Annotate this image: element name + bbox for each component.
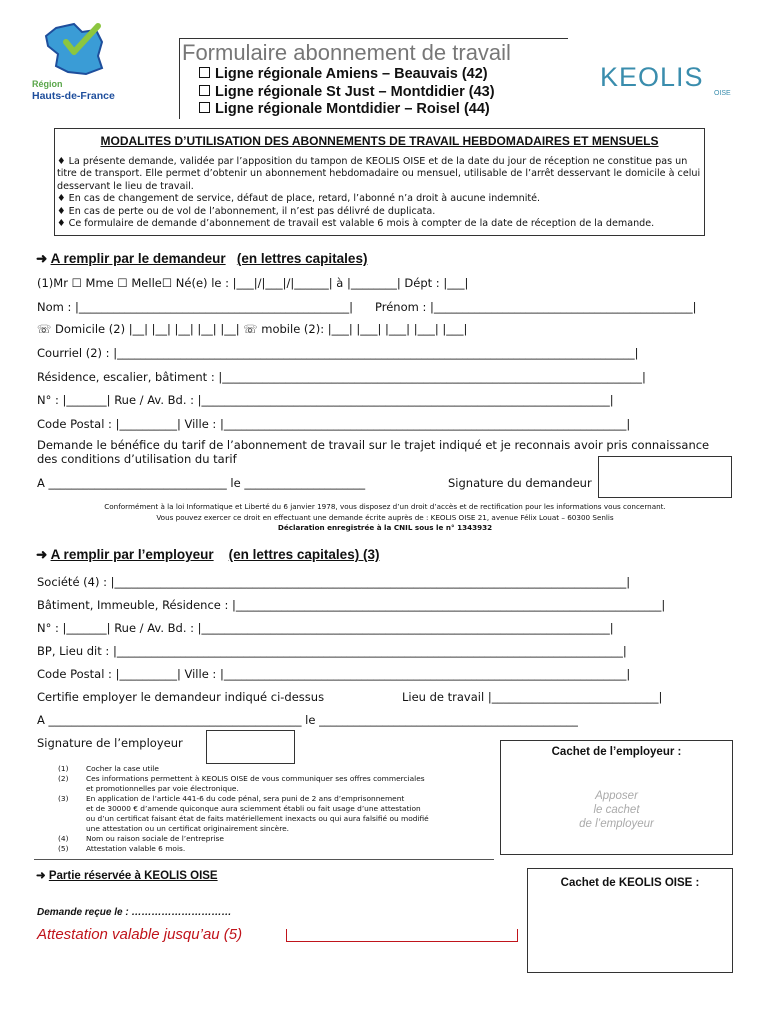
email-field[interactable]: Courriel (2) : |__________________________________________________________________________________________| (37, 346, 639, 360)
prenom-field[interactable]: Prénom : |_____________________________________________| (375, 300, 697, 314)
attestation-date-field[interactable] (286, 929, 518, 942)
employeur-heading: ➜ A remplir par l’employeur (en lettres capitales) (3) (36, 547, 380, 562)
footnote: une attestation ou un certificat originairement sincère. (86, 824, 289, 833)
attestation-label: Attestation valable jusqu’au (5) (37, 926, 243, 943)
employer-signature-label: Signature de l’employeur (37, 736, 183, 750)
civility-row[interactable]: (1)Mr ☐ Mme ☐ Melle☐ Né(e) le : |___|/|___|/|______| à |________| Dépt : |___| (37, 276, 469, 290)
modalites-item: ♦ La présente demande, validée par l’apposition du tampon de KEOLIS OISE et de la date du jour de réception ne constitue pas un titre de transport. Elle permet d’obtenir un abonnement hebdomadaire ou mensuel, utilisable de l’arrêt desservant le domicile à celui desservant le lieu de travail. (57, 156, 701, 192)
checkbox[interactable] (199, 67, 210, 78)
address-field[interactable]: N° : |_______| Rue / Av. Bd. : |_______________________________________________________________________| (37, 393, 614, 407)
keolis-logo-text: KEOLIS (600, 62, 704, 92)
demandeur-heading: ➜ A remplir par le demandeur (en lettres capitales) (36, 251, 368, 266)
footnotes (58, 764, 429, 854)
footnote: (4) Nom ou raison sociale de l’entreprise (58, 834, 224, 843)
lines-list (199, 66, 495, 119)
keolis-logo-sub: OISE (714, 90, 731, 97)
societe-field[interactable]: Société (4) : |_________________________________________________________________________________________| (37, 575, 631, 589)
nom-field[interactable]: Nom : |_______________________________________________| (37, 300, 354, 314)
employer-postal-city-field[interactable]: Code Postal : |__________| Ville : |______________________________________________________________________| (37, 667, 631, 681)
keolis-stamp-box[interactable] (527, 868, 733, 973)
stamp-placeholder: Apposer le cachet de l’employeur (579, 790, 654, 830)
signature-label: Signature du demandeur (448, 476, 592, 490)
footnote: ou d’un certificat faisant état de faits matériellement inexacts ou qui aura falsifié ou modifié (86, 814, 429, 823)
demande-text: Demande le bénéfice du tarif de l’abonnement de travail sur le trajet indiqué et je reconnais avoir pris connaissance des conditions d’utilisation du tarif (37, 438, 710, 466)
modalites-item: ♦ En cas de perte ou de vol de l’abonnement, il n’est pas délivré de duplicata. (57, 205, 436, 217)
page-title: Formulaire abonnement de travail (182, 40, 511, 65)
certifie-text: Certifie employer le demandeur indiqué ci-dessus (37, 690, 325, 704)
phone-fields[interactable]: ☏ Domicile (2) |__| |__| |__| |__| |__| ☏ mobile (2): |___| |___| |___| |___| |___| (37, 322, 468, 336)
region-logo (26, 16, 126, 112)
arrow-icon: ➜ (36, 547, 48, 562)
logo-line2: Hauts-de-France (32, 90, 115, 102)
arrow-icon: ➜ (36, 251, 48, 266)
keolis-stamp-title: Cachet de KEOLIS OISE : (560, 877, 700, 889)
checkbox[interactable] (199, 102, 210, 113)
bp-field[interactable]: BP, Lieu dit : |________________________________________________________________________________________| (37, 644, 627, 658)
modalites-title: MODALITES D’UTILISATION DES ABONNEMENTS DE TRAVAIL HEBDOMADAIRES ET MENSUELS (100, 134, 659, 148)
signature-box[interactable] (598, 456, 732, 498)
line-option-43[interactable]: Ligne régionale St Just – Montdidier (43) (199, 84, 495, 102)
employer-stamp-box[interactable] (500, 740, 733, 855)
employer-place-date-field[interactable]: A ____________________________________________ le _____________________________________________ (37, 713, 578, 727)
batiment-field[interactable]: Bâtiment, Immeuble, Résidence : |__________________________________________________________________________| (37, 598, 666, 612)
modalites-box (54, 128, 705, 236)
place-date-field[interactable]: A _______________________________ le _____________________ (37, 476, 366, 490)
checkbox[interactable] (199, 85, 210, 96)
employer-signature-box[interactable] (206, 730, 295, 764)
footnote: (1) Cocher la case utile (58, 764, 159, 773)
footnote: (3) En application de l’article 441-6 du code pénal, sera puni de 2 ans d’emprisonnement (58, 794, 405, 803)
footnote: et promotionnelles par voie électronique. (86, 784, 239, 793)
footnote: (5) Attestation valable 6 mois. (58, 844, 186, 853)
modalites-item: ♦ Ce formulaire de demande d’abonnement de travail est valable 6 mois à compter de la date de réception de la demande. (57, 218, 655, 230)
lieu-travail-field[interactable]: Lieu de travail |_____________________________| (402, 690, 663, 704)
employer-stamp-title: Cachet de l’employeur : (551, 746, 682, 758)
residence-field[interactable]: Résidence, escalier, bâtiment : |_________________________________________________________________________| (37, 370, 646, 384)
keolis-logo (600, 62, 731, 97)
arrow-icon: ➜ (36, 870, 46, 882)
footnote: (2) Ces informations permettent à KEOLIS OISE de vous communiquer ses offres commerciales (58, 774, 425, 783)
separator (34, 859, 494, 860)
keolis-part-heading: ➜ Partie réservée à KEOLIS OISE (36, 870, 218, 882)
footnote: et de 30000 € d’amende quiconque aura sciemment établi ou fait usage d’une attestation (86, 804, 421, 813)
modalites-item: ♦ En cas de changement de service, défaut de place, retard, l’abonné n’a droit à aucune indemnité. (57, 193, 541, 205)
postal-city-field[interactable]: Code Postal : |__________| Ville : |______________________________________________________________________| (37, 417, 631, 431)
reception-date-field[interactable]: Demande reçue le : ………………………… (37, 907, 232, 918)
logo-line1: Région (32, 79, 63, 89)
employer-address-field[interactable]: N° : |_______| Rue / Av. Bd. : |_______________________________________________________________________| (37, 621, 614, 635)
line-option-42[interactable]: Ligne régionale Amiens – Beauvais (42) (199, 66, 495, 84)
line-option-44[interactable]: Ligne régionale Montdidier – Roisel (44) (199, 101, 495, 119)
legal-notice: Conformément à la loi Informatique et Liberté du 6 janvier 1978, vous disposez d’un droit d’accès et de rectification pour les informations vous concernant. Vous pouvez exercer ce droit en effectuant une demande écrite auprès de : KEOLIS OISE 21, avenue Félix Louat – 60300 Senlis Déclaration enregistrée à la CNIL sous le n° 1343932 (104, 502, 666, 532)
